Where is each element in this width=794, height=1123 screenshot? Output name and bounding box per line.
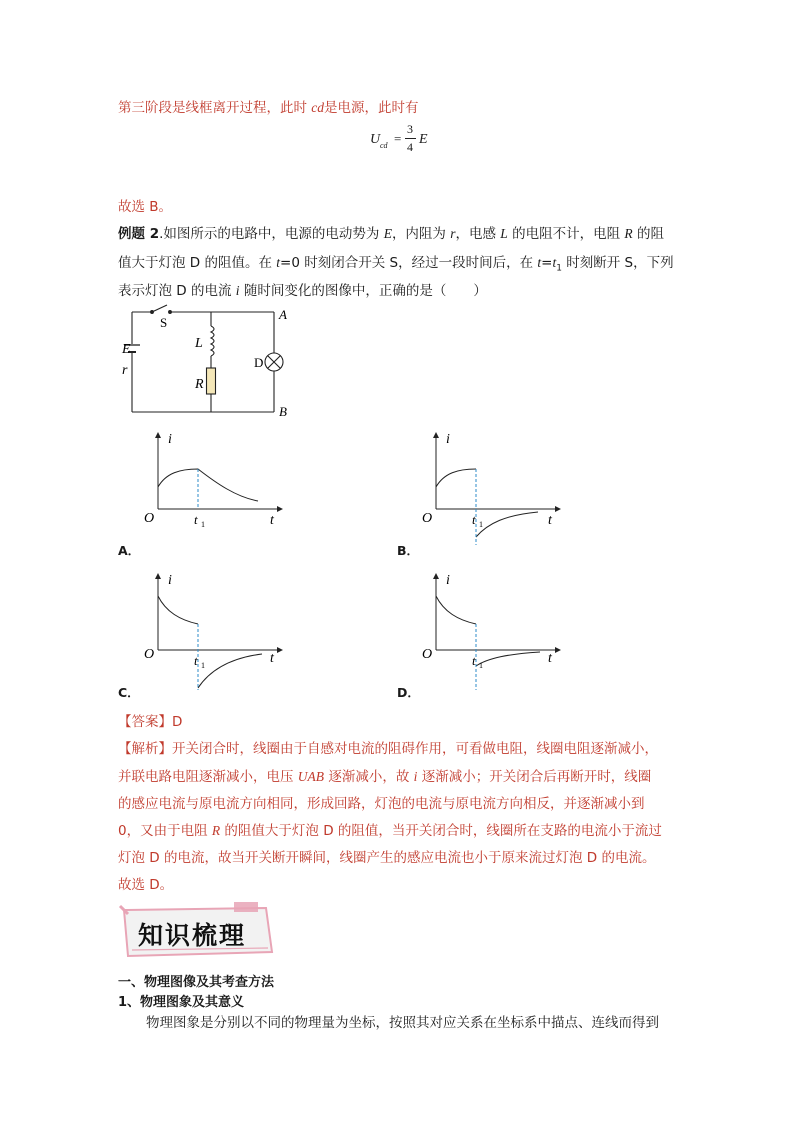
ex2-l3-a: 表示灯泡 D 的电流	[118, 283, 236, 299]
graph-c-t1-sub: 1	[201, 661, 205, 670]
graph-b-origin: O	[422, 511, 433, 526]
eq-sub: cd	[380, 141, 388, 150]
analysis-l2-mid: 逐渐减小，故	[324, 769, 414, 785]
ex2-l1-c: ，电感	[455, 226, 501, 242]
answer-label: 【答案】	[118, 714, 172, 730]
analysis-l2-i: i	[413, 769, 418, 784]
node-a-label: A	[279, 307, 287, 322]
graph-c-origin: O	[144, 647, 155, 662]
graph-c-t-label: t	[270, 651, 274, 666]
graph-c-t1: t	[194, 653, 198, 668]
analysis-l4-post: 的阻值大于灯泡 D 的阻值，当开关闭合时，线圈所在支路的电流小于流过	[220, 823, 662, 839]
graph-d-origin: O	[422, 647, 433, 662]
stage3-cd: cd	[311, 100, 325, 115]
emf-label: E	[122, 342, 131, 357]
node-b-label: B	[279, 404, 287, 419]
option-c-label[interactable]: C．	[118, 685, 140, 700]
stage3-text-post: 是电源，此时有	[324, 100, 419, 116]
analysis-l2-pre: 并联电路电阻逐渐减小，电压	[118, 769, 298, 785]
eq-den: 4	[407, 140, 413, 154]
section-heading-1: 一、物理图像及其考查方法	[118, 975, 275, 990]
ex2-l1-d: 的电阻不计，电阻	[507, 226, 625, 242]
graph-d	[418, 566, 568, 691]
analysis-label: 【解析】	[118, 741, 172, 757]
graph-a	[140, 425, 290, 535]
ex2-l2-t2: t	[537, 255, 542, 270]
section-paragraph: 物理图象是分别以不同的物理量为坐标，按照其对应关系在坐标系中描点、连线而得到	[146, 1015, 659, 1031]
analysis-l2-uab: UAB	[297, 769, 325, 784]
analysis-line6: 故选 D。	[118, 877, 174, 893]
graph-b-i-label: i	[446, 432, 450, 447]
analysis-line2	[118, 765, 651, 785]
analysis-line1	[118, 737, 658, 757]
example2-label: 例题 2	[118, 226, 160, 242]
analysis-text-1: 开关闭合时，线圈由于自感对电流的阻碍作用，可看做电阻，线圈电阻逐渐减小，	[172, 741, 658, 757]
ex2-l3-b: 随时间变化的图像中，正确的是（ ）	[239, 283, 487, 299]
answer-value: D	[172, 714, 183, 730]
eq-num: 3	[407, 122, 413, 136]
analysis-l4-r: R	[211, 823, 221, 838]
ex2-l1-R: R	[624, 226, 633, 241]
option-d-label[interactable]: D．	[397, 685, 420, 700]
section-heading-2: 1、物理图象及其意义	[118, 995, 245, 1010]
graph-b-t1-sub: 1	[479, 520, 483, 529]
graph-d-t1: t	[472, 653, 476, 668]
graph-a-t1-sub: 1	[201, 520, 205, 529]
ex2-l1-L: L	[500, 226, 508, 241]
ex2-l2-sub: 1	[556, 263, 562, 274]
eq-u: U	[370, 132, 381, 147]
example2-line1	[118, 222, 664, 242]
ex2-l2-a: 值大于灯泡 D 的阻值。在	[118, 255, 277, 271]
analysis-line5: 灯泡 D 的电流，故当开关断开瞬间，线圈产生的感应电流也小于原来流过灯泡 D 的电流。	[118, 850, 656, 866]
eq-fraction-bar	[405, 138, 416, 139]
graph-a-origin: O	[144, 511, 155, 526]
ex2-l1-E: E	[383, 226, 392, 241]
eq-e: E	[419, 132, 428, 147]
circuit-diagram	[110, 300, 300, 425]
graph-b-t-label: t	[548, 513, 552, 528]
ex2-l2-t1: t	[552, 255, 557, 270]
ex2-l1-e: 的阻	[632, 226, 664, 242]
analysis-l2-post: 逐渐减小；开关闭合后再断开时，线圈	[417, 769, 652, 785]
graph-d-t-label: t	[548, 651, 552, 666]
option-a-label[interactable]: A．	[118, 543, 141, 558]
analysis-line4	[118, 819, 662, 839]
stage3-text-pre: 第三阶段是线框离开过程，此时	[118, 100, 312, 116]
stage3-line	[118, 96, 419, 116]
answer-line	[118, 710, 182, 730]
banner-title: 知识梳理	[138, 921, 247, 950]
ex2-l2-eq: =	[541, 255, 553, 271]
example2-line2	[118, 251, 674, 274]
graph-a-t1: t	[194, 512, 198, 527]
resistor-label: R	[195, 377, 204, 392]
analysis-line3: 的感应电流与原电流方向相同，形成回路，灯泡的电流与原电流方向相反，并逐渐减小到	[118, 796, 645, 812]
ex2-l3-i: i	[235, 283, 240, 298]
example2-line3	[118, 279, 487, 299]
analysis-l4-pre: 0，又由于电阻	[118, 823, 212, 839]
stage3-conclusion: 故选 B。	[118, 199, 173, 215]
ex2-l1-r: r	[450, 226, 456, 241]
ex2-l1-b: ，内阻为	[391, 226, 451, 242]
graph-c	[140, 566, 290, 691]
internal-resistance-label: r	[122, 363, 128, 378]
graph-a-i-label: i	[168, 432, 172, 447]
lamp-label: D	[254, 355, 264, 370]
option-b-label[interactable]: B．	[397, 543, 420, 558]
graph-b	[418, 425, 568, 550]
ex2-l2-b: =0 时刻闭合开关 S，经过一段时间后，在	[280, 255, 538, 271]
graph-d-t1-sub: 1	[479, 661, 483, 670]
inductor-label: L	[195, 336, 203, 351]
graph-d-i-label: i	[446, 573, 450, 588]
ex2-l1-a: .如图所示的电路中，电源的电动势为	[159, 226, 384, 242]
graph-c-i-label: i	[168, 573, 172, 588]
ex2-l2-t: t	[276, 255, 281, 270]
ex2-l2-c: 时刻断开 S，下列	[561, 255, 674, 271]
graph-a-t-label: t	[270, 513, 274, 528]
knowledge-banner	[118, 902, 278, 960]
eq-equals: =	[394, 131, 402, 146]
graph-b-t1: t	[472, 512, 476, 527]
switch-label: S	[160, 315, 168, 330]
